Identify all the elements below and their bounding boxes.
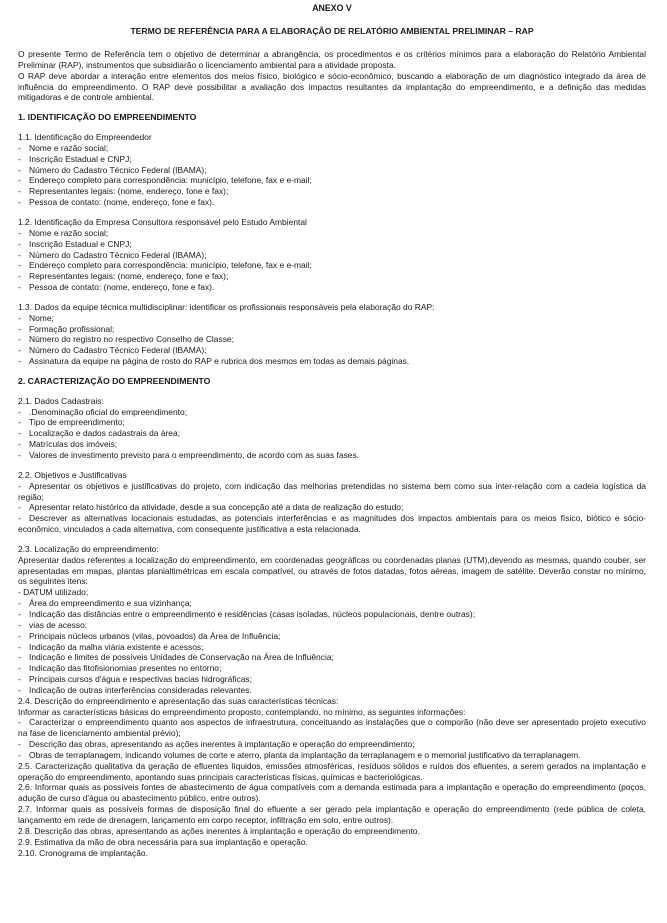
list-item: - Principais cursos d'água e respectivas bacias hidrográficas; — [18, 674, 252, 685]
annex-label: ANEXO V — [312, 3, 352, 13]
list-item: - Número do Cadastro Técnico Federal (IBAMA); — [18, 345, 207, 356]
list-item: - Caracterizar o empreendimento quanto aos aspectos de infraestrutura, conceituando as instalações que o comporão (não deve ser apresentado projeto executivo na fase de licenciamento ambiental prévio); — [18, 717, 646, 739]
section-2-9: 2.9. Estimativa da mão de obra necessária para sua implantação e operação. — [18, 836, 308, 847]
section-1-2-title: 1.2. Identificação da Empresa Consultora responsável pelo Estudo Ambiental — [18, 216, 307, 227]
section-1-3-list — [18, 313, 646, 367]
list-item: - Obras de terraplanagem, indicando volumes de corte e aterro, planta da implantação da terraplanagem e o memorial justificativo da terraplanagem. — [18, 749, 581, 760]
list-item: - Descrever as alternativas locacionais estudadas, as potenciais interferências e as magnitudes dos impactos ambientais para os meios físico, biótico e sócio-econômico, vinculados a cada alternativa, com consequente justificativa a esta relacionada. — [18, 513, 646, 535]
datum-item: - DATUM utilizado; — [18, 587, 89, 598]
list-item: - Indicação da malha viária existente e acessos; — [18, 641, 204, 652]
section-2-2-list — [18, 481, 646, 535]
section-1-2-list — [18, 228, 646, 293]
list-item: - vias de acesso; — [18, 619, 88, 630]
list-item: - Indicação das distâncias entre o empreendimento e residências (casas isoladas, núcleos populacionais, dentre outras); — [18, 608, 476, 619]
list-item: - Nome; — [18, 312, 54, 323]
section-2-1-title: 2.1. Dados Cadastrais: — [18, 395, 104, 406]
list-item: - Endereço completo para correspondência: município, telefone, fax e e-mail; — [18, 260, 312, 271]
list-item: - Apresentar relato histórico da atividade, desde a sua concepção até a data de realização do estudo; — [18, 502, 404, 513]
list-item: - Área do empreendimento e sua vizinhança; — [18, 598, 192, 609]
list-item: - Localização e dados cadastrais da área; — [18, 428, 181, 439]
list-item: - Assinatura da equipe na página de rosto do RAP e rubrica dos mesmos em todas as demais páginas. — [18, 356, 410, 367]
list-item: - .Denominação oficial do empreendimento; — [18, 406, 188, 417]
list-item: - Principais núcleos urbanos (vilas, povoados) da Área de Influência; — [18, 630, 281, 641]
list-item: - Nome e razão social; — [18, 227, 109, 238]
list-item: - Representantes legais: (nome, endereço, fone e fax); — [18, 186, 229, 197]
section-1-heading: 1. IDENTIFICAÇÃO DO EMPREENDIMENTO — [18, 112, 197, 123]
section-1-1-title: 1.1. Identificação do Empreendedor — [18, 132, 152, 143]
list-item: - Valores de investimento previsto para o empreendimento, de acordo com as suas fases. — [18, 450, 360, 460]
list-item: - Inscrição Estadual e CNPJ; — [18, 238, 132, 249]
section-2-1-list — [18, 407, 646, 461]
intro-paragraph-2: O RAP deve abordar a interação entre elementos dos meios físico, biológico e sócio-econômico, buscando a elaboração de um diagnóstico integrado da área de influência do empreendimento. O RAP deve possibilitar a avaliação dos impactos resultantes da implantação do empreendimento, e a definição das medidas mitigadoras e de controle ambiental. — [18, 70, 646, 103]
list-item: - Representantes legais: (nome, endereço, fone e fax); — [18, 271, 229, 282]
section-1-1-list — [18, 143, 646, 208]
section-2-6: 2.6. Informar quais as possíveis fontes de abastecimento de água compatíveis com a demanda estimada para a implantação e operação do empreendimento (poços, adução de curso d'água ou abastecimento público, entre outros). — [18, 782, 646, 804]
section-2-4-text: Informar as características básicas do empreendimento proposto, contemplando, no mínimo, as seguintes informações: — [18, 706, 466, 717]
section-2-heading: 2. CARACTERIZAÇÃO DO EMPREENDIMENTO — [18, 375, 211, 386]
list-item: - Matrículas dos imóveis; — [18, 439, 118, 450]
document-title: TERMO DE REFERÊNCIA PARA A ELABORAÇÃO DE RELATÓRIO AMBIENTAL PRELIMINAR – RAP — [130, 26, 534, 36]
list-item: - Indicação de outras interferências consideradas relevantes. — [18, 684, 252, 695]
section-2-7: 2.7. Informar quais as possíveis formas de disposição final do efluente a ser gerado pela implantação e operação do empreendimento (rede pública de coleta, lançamento em rede de drenagem, lançamento em corpo receptor, infiltração em solo, entre outros). — [18, 804, 646, 825]
section-2-10: 2.10. Cronograma de implantação. — [18, 847, 148, 858]
list-item: - Inscrição Estadual e CNPJ; — [18, 153, 132, 164]
list-item: - Formação profissional; — [18, 323, 115, 334]
section-2-8: 2.8. Descrição das obras, apresentando as ações inerentes à implantação e operação do empreendimento. — [18, 825, 420, 836]
list-item: - Descrição das obras, apresentando as ações inerentes à implantação e operação do empreendimento; — [18, 739, 415, 750]
section-2-4-list — [18, 717, 646, 760]
section-2-3-title: 2.3. Localização do empreendimento: — [18, 543, 159, 554]
list-item: - Endereço completo para correspondência: município, telefone, fax e e-mail; — [18, 175, 312, 186]
list-item: - Pessoa de contato: (nome, endereço, fone e fax). — [18, 282, 215, 293]
list-item: - Número do registro no respectivo Conselho de Classe; — [18, 334, 234, 345]
list-item: - Pessoa de contato: (nome, endereço, fone e fax). — [18, 197, 215, 208]
section-2-3-list — [18, 598, 646, 696]
intro-paragraph-1: O presente Termo de Referência tem o objetivo de determinar a abrangência, os procedimentos e os critérios mínimos para a elaboração do Relatório Ambiental Preliminar (RAP), instrumentos que subsidiarão o licenciamento ambiental para a atividade proposta. — [18, 49, 646, 70]
list-item: - Tipo de empreendimento; — [18, 417, 125, 428]
section-2-5: 2.5. Caracterização qualitativa da geração de efluentes líquidos, emissões atmosféricas, resíduos sólidos e ruídos dos efluentes, a serem gerados na implantação e operação do empreendimento, apontando suas principais características físicas, químicas e bacteriológicas. — [18, 760, 646, 782]
list-item: - Indicação das fitofisionomias presentes no entorno; — [18, 663, 222, 674]
document-page — [18, 0, 646, 858]
section-2-4-title: 2.4. Descrição do empreendimento e apresentação das suas características técnicas: — [18, 695, 339, 706]
list-item: - Número do Cadastro Técnico Federal (IBAMA); — [18, 164, 207, 175]
section-2-3-text: Apresentar dados referentes a localização do empreendimento, em coordenadas geográficas ou coordenadas planas (UTM),devendo as mesmas, quando couber, ser apresentadas em mapas, plantas planialtimétricas em escala compatível, ou através de fotos datadas, fotos aéreas, imagem de satélite. Deverão constar no mínimo, os seguintes itens: — [18, 554, 646, 587]
list-item: - Indicação e limites de possíveis Unidades de Conservação na Área de Influência; — [18, 652, 334, 663]
list-item: - Nome e razão social; — [18, 142, 109, 153]
list-item: - Apresentar os objetivos e justificativas do projeto, com indicação das melhorias pretendidas no sistema bem como sua inter-relação com a cadeia logística da região; — [18, 480, 646, 502]
section-1-3-title: 1.3. Dados da equipe técnica multidisciplinar: identificar os profissionais responsáveis pela elaboração do RAP: — [18, 301, 435, 312]
section-2-2-title: 2.2. Objetivos e Justificativas — [18, 469, 127, 480]
list-item: - Número do Cadastro Técnico Federal (IBAMA); — [18, 249, 207, 260]
